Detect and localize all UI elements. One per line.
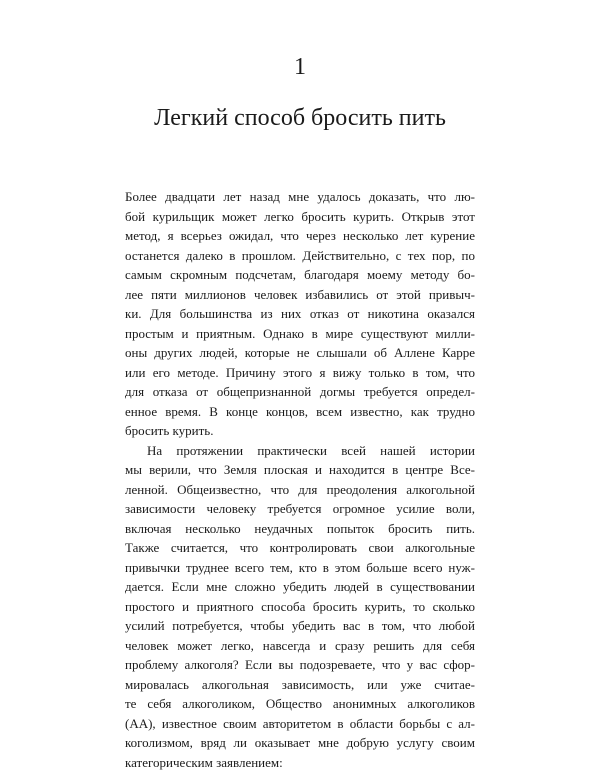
- text-line: мы верили, что Земля плоская и находится в центре Все-: [125, 460, 475, 480]
- text-line: или его методе. Причину этого я вижу только в том, что: [125, 363, 475, 383]
- paragraph: [125, 187, 475, 441]
- text-line: метод, я всерьез ожидал, что через несколько лет курение: [125, 226, 475, 246]
- text-line: дается. Если мне сложно убедить людей в существовании: [125, 577, 475, 597]
- chapter-number: 1: [0, 52, 600, 82]
- text-line: бой курильщик может легко бросить курить. Открыв этот: [125, 207, 475, 227]
- text-line: мировалась алкогольная зависимость, или уже считае-: [125, 675, 475, 695]
- text-line: простого и приятного способа бросить курить, то сколько: [125, 597, 475, 617]
- text-line: На протяжении практически всей нашей истории: [125, 441, 475, 461]
- text-line: включая несколько неудачных попыток бросить пить.: [125, 519, 475, 539]
- text-line: привычки труднее всего тем, кто в этом больше всего нуж-: [125, 558, 475, 578]
- text-line: ленной. Общеизвестно, что для преодоления алкогольной: [125, 480, 475, 500]
- text-line: самым скромным подсчетам, благодаря моему методу бо-: [125, 265, 475, 285]
- chapter-title: Легкий способ бросить пить: [0, 103, 600, 133]
- text-line: Более двадцати лет назад мне удалось доказать, что лю-: [125, 187, 475, 207]
- text-line: (АА), известное своим авторитетом в области борьбы с ал-: [125, 714, 475, 734]
- text-line: енное время. В конце концов, всем известно, как трудно: [125, 402, 475, 422]
- text-line: для отказа от общепризнанной догмы требуется определ-: [125, 382, 475, 402]
- text-line: проблему алкоголя? Если вы подозреваете, что у вас сфор-: [125, 655, 475, 675]
- body-text: [125, 187, 475, 772]
- text-line: зависимости человеку требуется огромное усилие воли,: [125, 499, 475, 519]
- paragraph: [125, 441, 475, 772]
- text-line: останется далеко в прошлом. Действительно, с тех пор, по: [125, 246, 475, 266]
- text-line: усилий потребуется, чтобы убедить вас в том, что любой: [125, 616, 475, 636]
- text-line: лее пяти миллионов человек избавились от этой привыч-: [125, 285, 475, 305]
- text-line: простым и приятным. Однако в мире существуют милли-: [125, 324, 475, 344]
- text-line: Также считается, что контролировать свои алкогольные: [125, 538, 475, 558]
- text-line: те себя алкоголиком, Общество анонимных алкоголиков: [125, 694, 475, 714]
- text-line: коголизмом, вряд ли оказывает мне добрую услугу своим: [125, 733, 475, 753]
- text-line: ки. Для большинства из них отказ от никотина оказался: [125, 304, 475, 324]
- text-line: человек может легко, навсегда и сразу решить для себя: [125, 636, 475, 656]
- text-line: оны других людей, которые не слышали об Аллене Карре: [125, 343, 475, 363]
- text-line: бросить курить.: [125, 421, 475, 441]
- text-line: категорическим заявлением:: [125, 753, 475, 772]
